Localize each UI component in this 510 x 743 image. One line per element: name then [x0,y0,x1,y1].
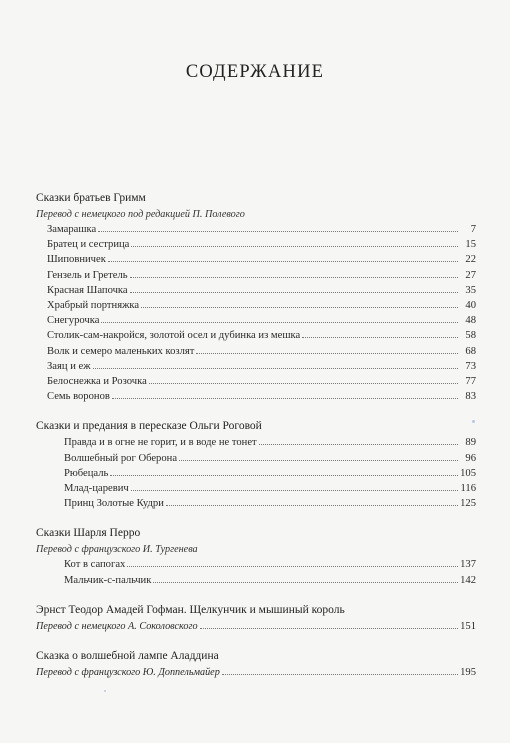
entry-title: Заяц и еж [47,360,91,372]
entry-page: 77 [465,376,476,388]
toc-section-perrault [36,525,476,587]
entry-page: 105 [460,467,476,479]
toc-entry[interactable] [36,283,476,298]
entry-page: 48 [465,315,476,327]
dot-leader [130,277,458,278]
dot-leader [200,628,459,629]
entry-page: 58 [465,330,476,342]
entry-title: Столик-сам-накройся, золотой осел и дубинка из мешка [47,330,301,342]
dot-leader [131,490,458,491]
entry-page: 151 [460,620,476,632]
entry-page: 22 [465,254,476,266]
dot-leader [101,322,458,323]
toc-section-rogova [36,418,476,511]
toc-entry[interactable] [36,313,476,328]
entry-page: 142 [460,574,476,586]
translator-credit: Перевод с французского И. Тургенева [36,544,198,556]
dot-leader [196,353,458,354]
toc-entry[interactable] [36,573,476,588]
dot-leader [93,368,458,369]
entry-page: 137 [460,559,476,571]
toc-entry[interactable] [36,665,476,680]
entry-title: Млад-царевич [64,483,129,495]
dot-leader [166,505,458,506]
section-title: Эрнст Теодор Амадей Гофман. Щелкунчик и мышиный король [36,603,345,616]
paper-speck [104,690,106,692]
entry-page: 7 [470,224,476,235]
entry-page: 68 [465,345,476,357]
toc-entry[interactable] [36,374,476,389]
entry-title: Красная Шапочка [47,284,128,296]
dot-leader [110,475,458,476]
entry-title: Волшебный рог Оберона [64,452,178,464]
entry-title: Рюбецаль [64,467,109,479]
toc-entry[interactable] [36,268,476,283]
section-title: Сказки и предания в пересказе Ольги Роговой [36,420,262,433]
entry-page: 96 [465,452,476,464]
entry-title: Правда и в огне не горит, и в воде не тонет [64,437,257,449]
toc-entry[interactable] [36,328,476,343]
entry-title: Замарашка [47,224,97,235]
toc-entry[interactable] [36,557,476,572]
dot-leader [153,582,458,583]
entry-title: Братец и сестрица [47,239,130,251]
entry-page: 35 [465,284,476,296]
toc-entry[interactable] [36,435,476,450]
entry-title: Волк и семеро маленьких козлят [47,345,195,357]
toc-section-hoffmann [36,602,476,634]
dot-leader [127,566,458,567]
toc-entry[interactable] [36,466,476,481]
section-title: Сказки Шарля Перро [36,527,141,540]
entry-title: Шиповничек [47,254,106,266]
entry-page: 83 [465,391,476,403]
toc-section-grimm [36,190,476,404]
entry-title: Мальчик-с-пальчик [64,574,152,586]
table-of-contents [36,190,476,694]
paper-speck [472,420,475,423]
dot-leader [131,246,458,247]
dot-leader [141,307,458,308]
dot-leader [149,383,458,384]
toc-entry[interactable] [36,298,476,313]
toc-entry[interactable] [36,252,476,267]
entry-page: 73 [465,360,476,372]
entry-page: 89 [465,437,476,449]
dot-leader [98,231,458,232]
entry-page: 116 [460,483,476,495]
section-title: Сказка о волшебной лампе Аладдина [36,649,219,662]
entry-page: 15 [465,239,476,251]
toc-entry[interactable] [36,359,476,374]
toc-entry[interactable] [36,619,476,634]
dot-leader [108,261,458,262]
toc-entry[interactable] [36,389,476,404]
toc-section-aladdin [36,648,476,680]
entry-page: 40 [465,300,476,312]
page-title: СОДЕРЖАНИЕ [185,62,325,82]
entry-title: Кот в сапогах [64,559,126,571]
translator-credit: Перевод с французского Ю. Доппельмайер [36,666,220,678]
dot-leader [179,460,458,461]
dot-leader [130,292,458,293]
entry-page: 125 [460,498,476,510]
entry-title: Храбрый портняжка [47,300,140,312]
entry-page: 27 [465,269,476,281]
translator-credit: Перевод с немецкого под редакцией П. Полевого [36,209,245,220]
toc-entry[interactable] [36,481,476,496]
toc-entry[interactable] [36,496,476,511]
translator-credit: Перевод с немецкого А. Соколовского [36,620,198,632]
entry-page: 195 [460,666,476,678]
entry-title: Принц Золотые Кудри [64,498,164,510]
entry-title: Белоснежка и Розочка [47,376,147,388]
entry-title: Семь воронов [47,391,110,403]
dot-leader [222,674,458,675]
toc-entry[interactable] [36,222,476,237]
toc-entry[interactable] [36,237,476,252]
dot-leader [302,337,458,338]
dot-leader [112,398,458,399]
entry-title: Снегурочка [47,315,100,327]
dot-leader [259,444,458,445]
entry-title: Гензель и Гретель [47,269,128,281]
toc-entry[interactable] [36,344,476,359]
section-title: Сказки братьев Гримм [36,192,146,204]
toc-entry[interactable] [36,451,476,466]
